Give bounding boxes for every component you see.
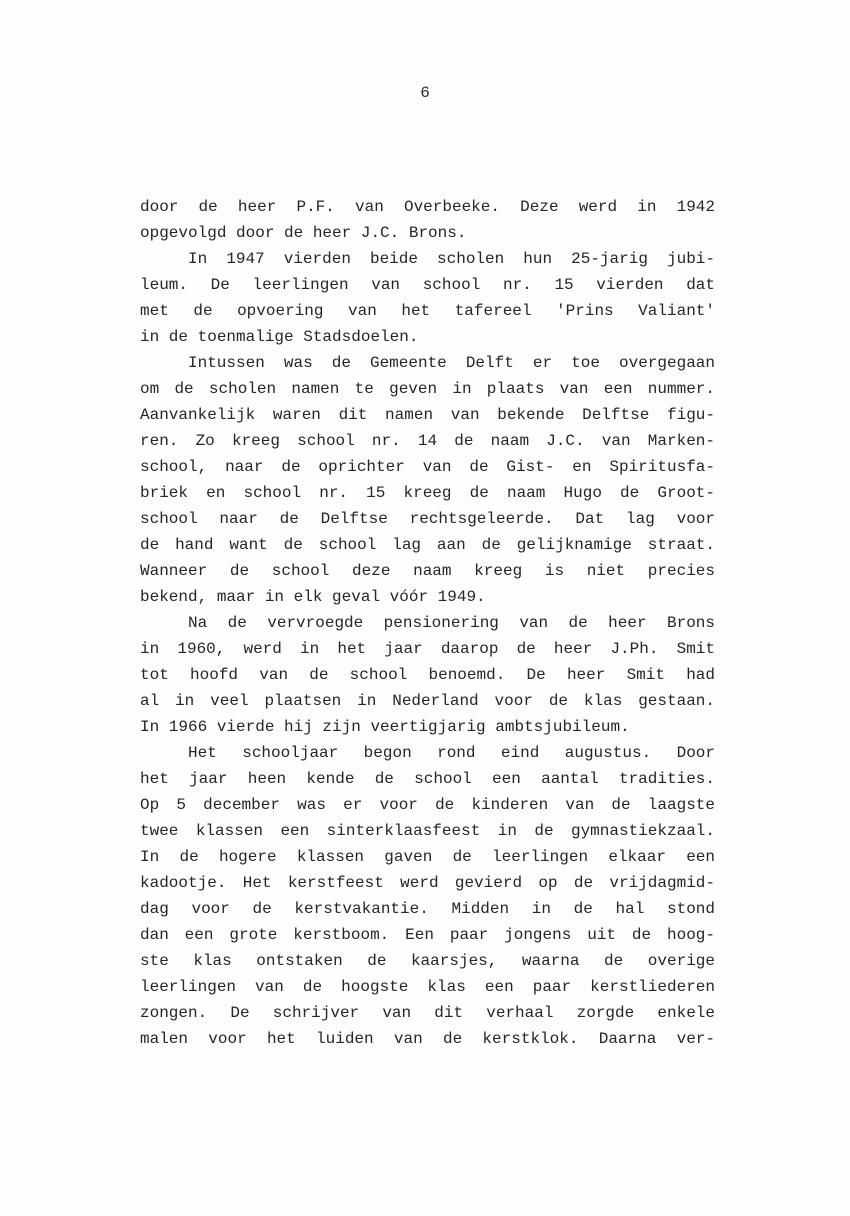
text-line: leerlingen van de hoogste klas een paar kerstliederen [140, 978, 715, 996]
text-line: zongen. De schrijver van dit verhaal zorgde enkele [140, 1004, 715, 1022]
page-number: 6 [420, 84, 430, 102]
text-line: Het schooljaar begon rond eind augustus. Door [188, 744, 715, 762]
text-line: al in veel plaatsen in Nederland voor de klas gestaan. [140, 692, 715, 710]
text-line: school, naar de oprichter van de Gist- en Spiritusfa- [140, 458, 715, 476]
text-line: de hand want de school lag aan de gelijknamige straat. [140, 536, 715, 554]
text-line: Na de vervroegde pensionering van de heer Brons [188, 614, 715, 632]
text-line: twee klassen een sinterklaasfeest in de gymnastiekzaal. [140, 822, 715, 840]
text-line: In de hogere klassen gaven de leerlingen elkaar een [140, 848, 715, 866]
text-line: tot hoofd van de school benoemd. De heer Smit had [140, 666, 715, 684]
text-line: om de scholen namen te geven in plaats van een nummer. [140, 380, 715, 398]
text-line: dag voor de kerstvakantie. Midden in de hal stond [140, 900, 715, 918]
text-line: opgevolgd door de heer J.C. Brons. [140, 224, 467, 242]
text-line: Aanvankelijk waren dit namen van bekende Delftse figu- [140, 406, 715, 424]
text-line: In 1966 vierde hij zijn veertigjarig ambtsjubileum. [140, 718, 630, 736]
text-line: in de toenmalige Stadsdoelen. [140, 328, 419, 346]
text-line: school naar de Delftse rechtsgeleerde. Dat lag voor [140, 510, 715, 528]
text-line: Wanneer de school deze naam kreeg is niet precies [140, 562, 715, 580]
text-line: in 1960, werd in het jaar daarop de heer J.Ph. Smit [140, 640, 715, 658]
text-line: ste klas ontstaken de kaarsjes, waarna de overige [140, 952, 715, 970]
text-line: Op 5 december was er voor de kinderen van de laagste [140, 796, 715, 814]
text-line: In 1947 vierden beide scholen hun 25-jarig jubi- [188, 250, 715, 268]
text-line: bekend, maar in elk geval vóór 1949. [140, 588, 486, 606]
text-line: briek en school nr. 15 kreeg de naam Hugo de Groot- [140, 484, 715, 502]
text-line: door de heer P.F. van Overbeeke. Deze werd in 1942 [140, 198, 715, 216]
text-line: kadootje. Het kerstfeest werd gevierd op de vrijdagmid- [140, 874, 715, 892]
body-text [140, 194, 715, 1052]
text-line: Intussen was de Gemeente Delft er toe overgegaan [188, 354, 715, 372]
text-line: met de opvoering van het tafereel 'Prins Valiant' [140, 302, 715, 320]
text-line: malen voor het luiden van de kerstklok. Daarna ver- [140, 1030, 715, 1048]
text-line: het jaar heen kende de school een aantal tradities. [140, 770, 715, 788]
text-line: leum. De leerlingen van school nr. 15 vierden dat [140, 276, 715, 294]
text-line: dan een grote kerstboom. Een paar jongens uit de hoog- [140, 926, 715, 944]
text-line: ren. Zo kreeg school nr. 14 de naam J.C. van Marken- [140, 432, 715, 450]
